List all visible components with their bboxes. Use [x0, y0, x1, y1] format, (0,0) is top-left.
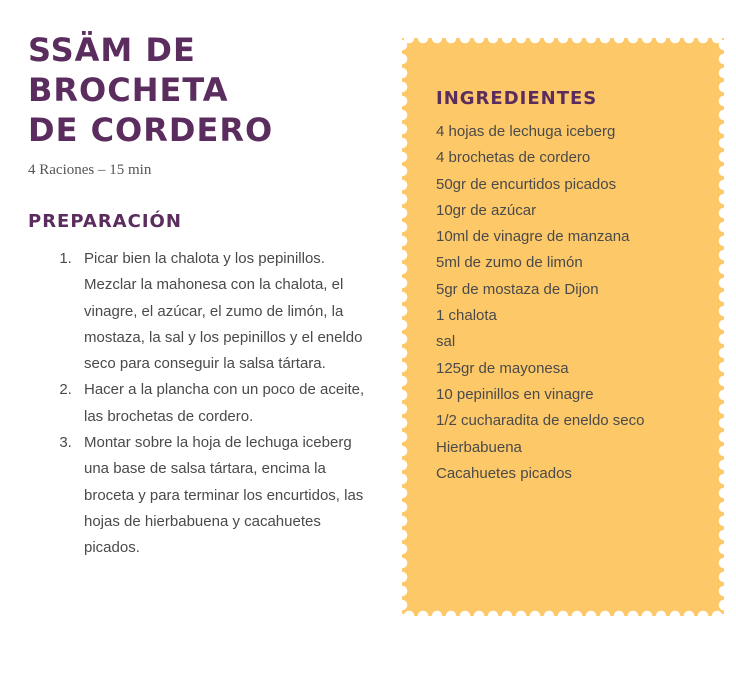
recipe-main — [28, 30, 378, 562]
ingredient-item: 125gr de mayonesa — [436, 359, 569, 377]
ingredients-heading: INGREDIENTES — [436, 88, 598, 109]
ingredient-item: Hierbabuena — [436, 438, 522, 456]
servings-time: 4 Raciones – 15 min — [28, 162, 152, 178]
ingredient-item: sal — [436, 333, 456, 351]
ingredient-item: 4 brochetas de cordero — [436, 149, 591, 167]
ingredient-item: 5gr de mostaza de Dijon — [436, 280, 599, 298]
step-item: 3. Montar sobre la hoja de lechuga iceberg una base de salsa tártara, encima la broceta y para terminar los encurtidos, las hojas de hierbabuena y cacahuetes picados. — [76, 430, 378, 561]
ingredient-item: 1/2 cucharadita de eneldo seco — [436, 412, 645, 430]
recipe-title: SSÄM DE BROCHETA DE CORDERO — [28, 31, 274, 149]
ingredient-item: 10ml de vinagre de manzana — [436, 228, 630, 246]
ingredient-item: Cacahuetes picados — [436, 464, 572, 482]
ingredient-item: 1 chalota — [436, 307, 497, 325]
ingredient-item: 50gr de encurtidos picados — [436, 175, 617, 193]
step-item: 2. Hacer a la plancha con un poco de aceite, las brochetas de cordero. — [76, 377, 378, 430]
ingredients-list — [436, 119, 704, 487]
ingredient-item: 10gr de azúcar — [436, 201, 537, 219]
ingredient-item: 5ml de zumo de limón — [436, 254, 583, 272]
ingredients-card — [402, 38, 724, 616]
ingredient-item: 4 hojas de lechuga iceberg — [436, 123, 616, 140]
preparation-steps — [28, 246, 378, 562]
ingredient-item: 10 pepinillos en vinagre — [436, 385, 594, 403]
step-item: 1. Picar bien la chalota y los pepinillos. Mezclar la mahonesa con la chalota, el vinagre, el azúcar, el zumo de limón, la mostaza, la sal y los pepinillos y el eneldo seco para conseguir la salsa tártara. — [76, 246, 378, 377]
preparation-heading: PREPARACIÓN — [28, 211, 182, 232]
